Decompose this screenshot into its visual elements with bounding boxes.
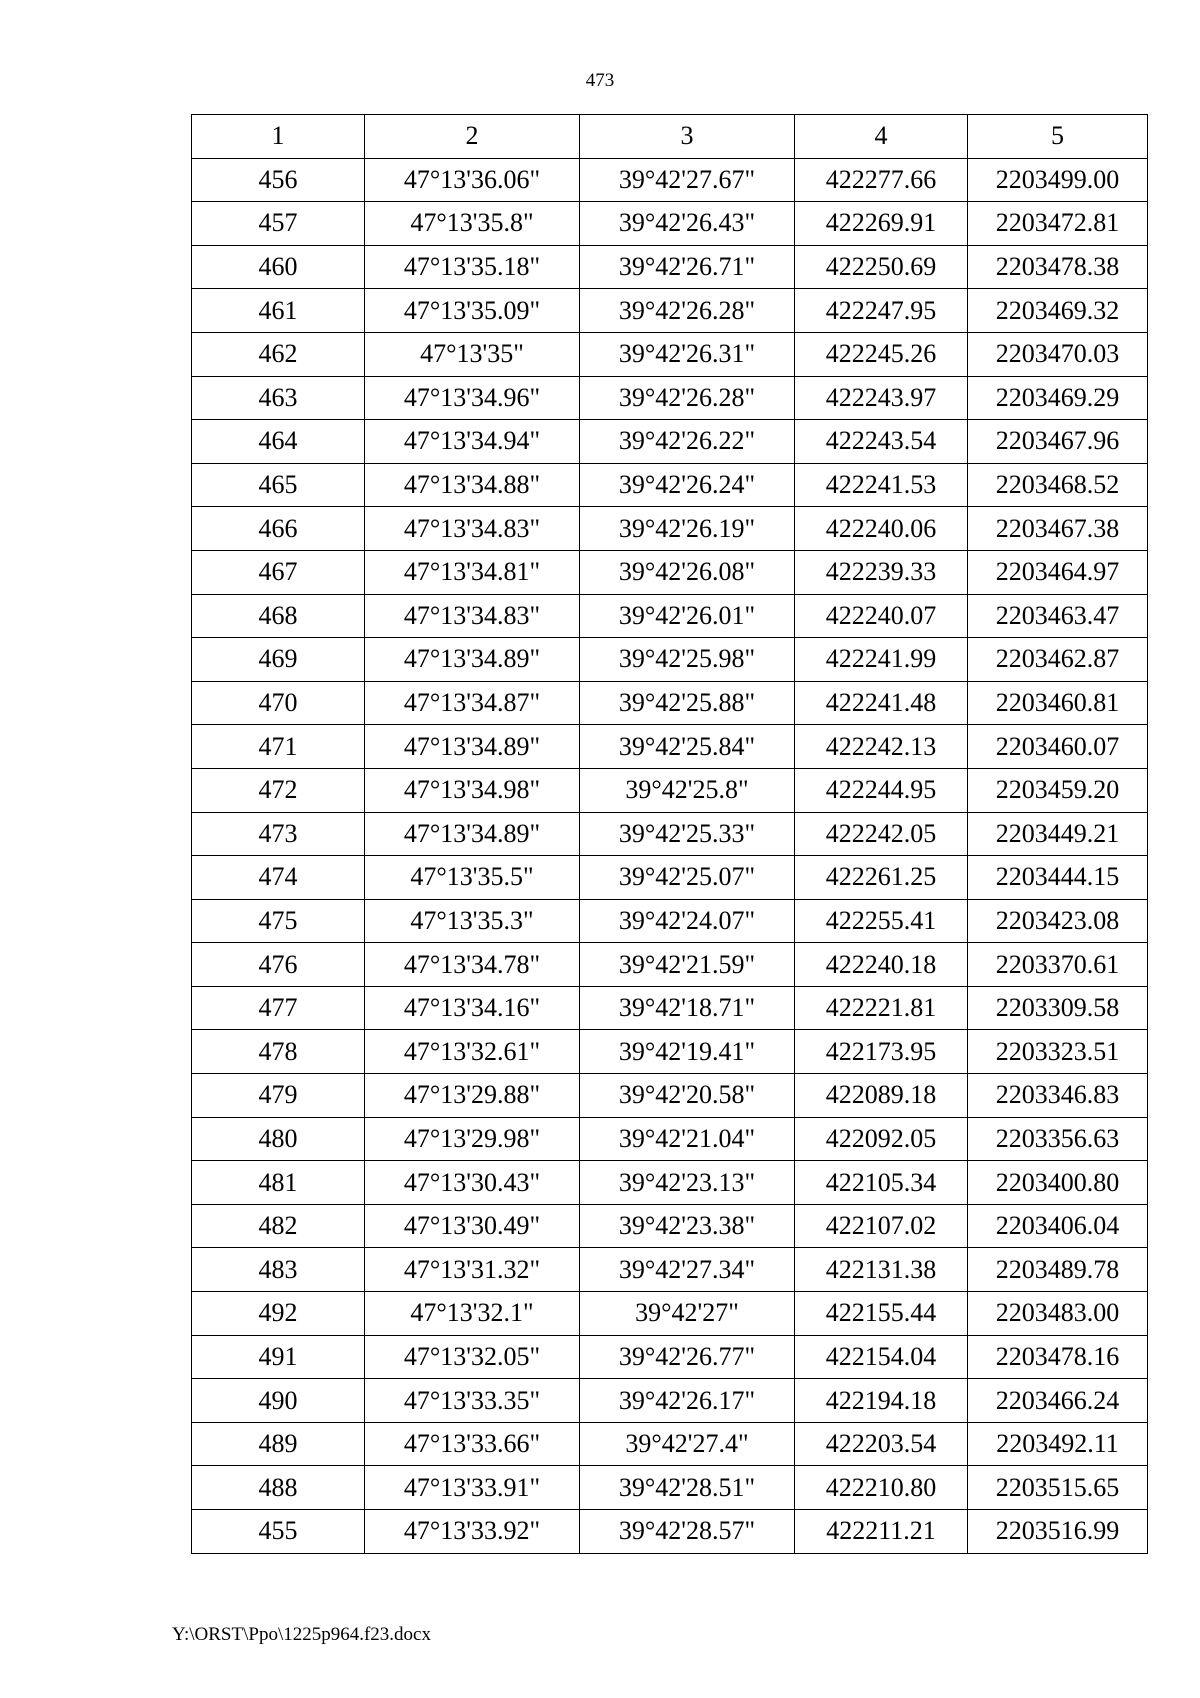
page-number: 473 [585,70,615,91]
y-coordinate-cell: 2203516.99 [968,1510,1148,1554]
longitude-cell: 39°42'20.58" [580,1074,795,1118]
point-number-cell: 481 [192,1161,365,1205]
table-row [192,638,1148,682]
y-coordinate-cell: 2203356.63 [968,1117,1148,1161]
longitude-cell: 39°42'23.38" [580,1204,795,1248]
point-number-cell: 473 [192,812,365,856]
point-number-cell: 467 [192,550,365,594]
longitude-cell: 39°42'26.77" [580,1335,795,1379]
column-header-3: 3 [580,115,795,159]
point-number-cell: 475 [192,899,365,943]
y-coordinate-cell: 2203462.87 [968,638,1148,682]
longitude-cell: 39°42'19.41" [580,1030,795,1074]
point-number-cell: 457 [192,202,365,246]
longitude-cell: 39°42'25.84" [580,725,795,769]
longitude-cell: 39°42'26.08" [580,550,795,594]
point-number-cell: 465 [192,463,365,507]
x-coordinate-cell: 422210.80 [795,1466,968,1510]
y-coordinate-cell: 2203478.16 [968,1335,1148,1379]
y-coordinate-cell: 2203478.38 [968,245,1148,289]
latitude-cell: 47°13'34.89" [365,638,580,682]
x-coordinate-cell: 422089.18 [795,1074,968,1118]
latitude-cell: 47°13'34.87" [365,681,580,725]
point-number-cell: 463 [192,376,365,420]
x-coordinate-cell: 422244.95 [795,768,968,812]
y-coordinate-cell: 2203444.15 [968,856,1148,900]
point-number-cell: 474 [192,856,365,900]
x-coordinate-cell: 422211.21 [795,1510,968,1554]
y-coordinate-cell: 2203400.80 [968,1161,1148,1205]
column-header-4: 4 [795,115,968,159]
longitude-cell: 39°42'25.07" [580,856,795,900]
latitude-cell: 47°13'34.83" [365,594,580,638]
x-coordinate-cell: 422107.02 [795,1204,968,1248]
latitude-cell: 47°13'35.5" [365,856,580,900]
longitude-cell: 39°42'25.8" [580,768,795,812]
table-header-row [192,115,1148,159]
y-coordinate-cell: 2203346.83 [968,1074,1148,1118]
footer-file-path: Y:\ORST\Ppo\1225p964.f23.docx [172,1624,431,1645]
table-row [192,986,1148,1030]
latitude-cell: 47°13'33.35" [365,1379,580,1423]
longitude-cell: 39°42'24.07" [580,899,795,943]
y-coordinate-cell: 2203464.97 [968,550,1148,594]
point-number-cell: 469 [192,638,365,682]
x-coordinate-cell: 422277.66 [795,158,968,202]
latitude-cell: 47°13'30.49" [365,1204,580,1248]
x-coordinate-cell: 422242.13 [795,725,968,769]
y-coordinate-cell: 2203406.04 [968,1204,1148,1248]
point-number-cell: 489 [192,1422,365,1466]
table-row [192,1117,1148,1161]
longitude-cell: 39°42'26.43" [580,202,795,246]
longitude-cell: 39°42'25.33" [580,812,795,856]
point-number-cell: 490 [192,1379,365,1423]
x-coordinate-cell: 422131.38 [795,1248,968,1292]
longitude-cell: 39°42'23.13" [580,1161,795,1205]
point-number-cell: 491 [192,1335,365,1379]
latitude-cell: 47°13'35.18" [365,245,580,289]
latitude-cell: 47°13'35.8" [365,202,580,246]
latitude-cell: 47°13'34.98" [365,768,580,812]
table-row [192,202,1148,246]
point-number-cell: 471 [192,725,365,769]
x-coordinate-cell: 422240.07 [795,594,968,638]
table-row [192,550,1148,594]
longitude-cell: 39°42'26.01" [580,594,795,638]
x-coordinate-cell: 422242.05 [795,812,968,856]
latitude-cell: 47°13'29.88" [365,1074,580,1118]
longitude-cell: 39°42'26.24" [580,463,795,507]
longitude-cell: 39°42'26.31" [580,332,795,376]
longitude-cell: 39°42'27.4" [580,1422,795,1466]
table-row [192,245,1148,289]
table-row [192,507,1148,551]
table-row [192,1204,1148,1248]
table-row [192,1466,1148,1510]
y-coordinate-cell: 2203468.52 [968,463,1148,507]
x-coordinate-cell: 422241.53 [795,463,968,507]
point-number-cell: 464 [192,420,365,464]
table-row [192,376,1148,420]
longitude-cell: 39°42'26.28" [580,289,795,333]
point-number-cell: 482 [192,1204,365,1248]
latitude-cell: 47°13'30.43" [365,1161,580,1205]
table-row [192,420,1148,464]
latitude-cell: 47°13'33.91" [365,1466,580,1510]
longitude-cell: 39°42'21.04" [580,1117,795,1161]
table-row [192,1030,1148,1074]
y-coordinate-cell: 2203483.00 [968,1292,1148,1336]
longitude-cell: 39°42'28.57" [580,1510,795,1554]
y-coordinate-cell: 2203469.29 [968,376,1148,420]
x-coordinate-cell: 422269.91 [795,202,968,246]
y-coordinate-cell: 2203467.38 [968,507,1148,551]
x-coordinate-cell: 422221.81 [795,986,968,1030]
x-coordinate-cell: 422241.48 [795,681,968,725]
x-coordinate-cell: 422243.54 [795,420,968,464]
longitude-cell: 39°42'27.34" [580,1248,795,1292]
table-row [192,725,1148,769]
latitude-cell: 47°13'34.88" [365,463,580,507]
table-row [192,1379,1148,1423]
table-row [192,856,1148,900]
latitude-cell: 47°13'34.16" [365,986,580,1030]
table-row [192,1510,1148,1554]
latitude-cell: 47°13'34.89" [365,812,580,856]
latitude-cell: 47°13'34.83" [365,507,580,551]
x-coordinate-cell: 422240.06 [795,507,968,551]
table-row [192,943,1148,987]
latitude-cell: 47°13'29.98" [365,1117,580,1161]
y-coordinate-cell: 2203472.81 [968,202,1148,246]
y-coordinate-cell: 2203323.51 [968,1030,1148,1074]
y-coordinate-cell: 2203370.61 [968,943,1148,987]
point-number-cell: 480 [192,1117,365,1161]
x-coordinate-cell: 422155.44 [795,1292,968,1336]
table-body [192,158,1148,1553]
y-coordinate-cell: 2203463.47 [968,594,1148,638]
x-coordinate-cell: 422154.04 [795,1335,968,1379]
x-coordinate-cell: 422250.69 [795,245,968,289]
longitude-cell: 39°42'27.67" [580,158,795,202]
x-coordinate-cell: 422245.26 [795,332,968,376]
y-coordinate-cell: 2203309.58 [968,986,1148,1030]
point-number-cell: 468 [192,594,365,638]
point-number-cell: 466 [192,507,365,551]
latitude-cell: 47°13'33.66" [365,1422,580,1466]
table-row [192,1422,1148,1466]
latitude-cell: 47°13'34.81" [365,550,580,594]
point-number-cell: 478 [192,1030,365,1074]
table-row [192,1335,1148,1379]
latitude-cell: 47°13'34.94" [365,420,580,464]
y-coordinate-cell: 2203459.20 [968,768,1148,812]
y-coordinate-cell: 2203470.03 [968,332,1148,376]
table-row [192,1074,1148,1118]
point-number-cell: 456 [192,158,365,202]
column-header-2: 2 [365,115,580,159]
longitude-cell: 39°42'26.71" [580,245,795,289]
table-row [192,1248,1148,1292]
x-coordinate-cell: 422255.41 [795,899,968,943]
longitude-cell: 39°42'25.98" [580,638,795,682]
table-row [192,1292,1148,1336]
point-number-cell: 461 [192,289,365,333]
y-coordinate-cell: 2203460.07 [968,725,1148,769]
point-number-cell: 472 [192,768,365,812]
x-coordinate-cell: 422241.99 [795,638,968,682]
point-number-cell: 492 [192,1292,365,1336]
x-coordinate-cell: 422247.95 [795,289,968,333]
x-coordinate-cell: 422173.95 [795,1030,968,1074]
latitude-cell: 47°13'32.05" [365,1335,580,1379]
longitude-cell: 39°42'26.28" [580,376,795,420]
x-coordinate-cell: 422243.97 [795,376,968,420]
y-coordinate-cell: 2203466.24 [968,1379,1148,1423]
point-number-cell: 483 [192,1248,365,1292]
x-coordinate-cell: 422239.33 [795,550,968,594]
point-number-cell: 477 [192,986,365,1030]
column-header-5: 5 [968,115,1148,159]
latitude-cell: 47°13'33.92" [365,1510,580,1554]
x-coordinate-cell: 422105.34 [795,1161,968,1205]
x-coordinate-cell: 422240.18 [795,943,968,987]
point-number-cell: 479 [192,1074,365,1118]
y-coordinate-cell: 2203423.08 [968,899,1148,943]
y-coordinate-cell: 2203460.81 [968,681,1148,725]
table-row [192,899,1148,943]
y-coordinate-cell: 2203469.32 [968,289,1148,333]
y-coordinate-cell: 2203449.21 [968,812,1148,856]
point-number-cell: 470 [192,681,365,725]
point-number-cell: 462 [192,332,365,376]
longitude-cell: 39°42'26.19" [580,507,795,551]
table-row [192,812,1148,856]
longitude-cell: 39°42'18.71" [580,986,795,1030]
table-row [192,332,1148,376]
longitude-cell: 39°42'26.22" [580,420,795,464]
table-row [192,463,1148,507]
longitude-cell: 39°42'28.51" [580,1466,795,1510]
y-coordinate-cell: 2203515.65 [968,1466,1148,1510]
latitude-cell: 47°13'34.89" [365,725,580,769]
table-row [192,289,1148,333]
coordinates-table [191,114,1148,1554]
point-number-cell: 455 [192,1510,365,1554]
latitude-cell: 47°13'31.32" [365,1248,580,1292]
latitude-cell: 47°13'36.06" [365,158,580,202]
x-coordinate-cell: 422203.54 [795,1422,968,1466]
point-number-cell: 476 [192,943,365,987]
x-coordinate-cell: 422092.05 [795,1117,968,1161]
x-coordinate-cell: 422261.25 [795,856,968,900]
y-coordinate-cell: 2203499.00 [968,158,1148,202]
table-row [192,681,1148,725]
longitude-cell: 39°42'26.17" [580,1379,795,1423]
point-number-cell: 460 [192,245,365,289]
latitude-cell: 47°13'35" [365,332,580,376]
latitude-cell: 47°13'34.96" [365,376,580,420]
latitude-cell: 47°13'35.09" [365,289,580,333]
longitude-cell: 39°42'27" [580,1292,795,1336]
latitude-cell: 47°13'34.78" [365,943,580,987]
point-number-cell: 488 [192,1466,365,1510]
longitude-cell: 39°42'25.88" [580,681,795,725]
longitude-cell: 39°42'21.59" [580,943,795,987]
table-row [192,1161,1148,1205]
x-coordinate-cell: 422194.18 [795,1379,968,1423]
y-coordinate-cell: 2203492.11 [968,1422,1148,1466]
latitude-cell: 47°13'32.1" [365,1292,580,1336]
latitude-cell: 47°13'35.3" [365,899,580,943]
column-header-1: 1 [192,115,365,159]
table-row [192,594,1148,638]
latitude-cell: 47°13'32.61" [365,1030,580,1074]
y-coordinate-cell: 2203467.96 [968,420,1148,464]
y-coordinate-cell: 2203489.78 [968,1248,1148,1292]
table-row [192,158,1148,202]
table-row [192,768,1148,812]
